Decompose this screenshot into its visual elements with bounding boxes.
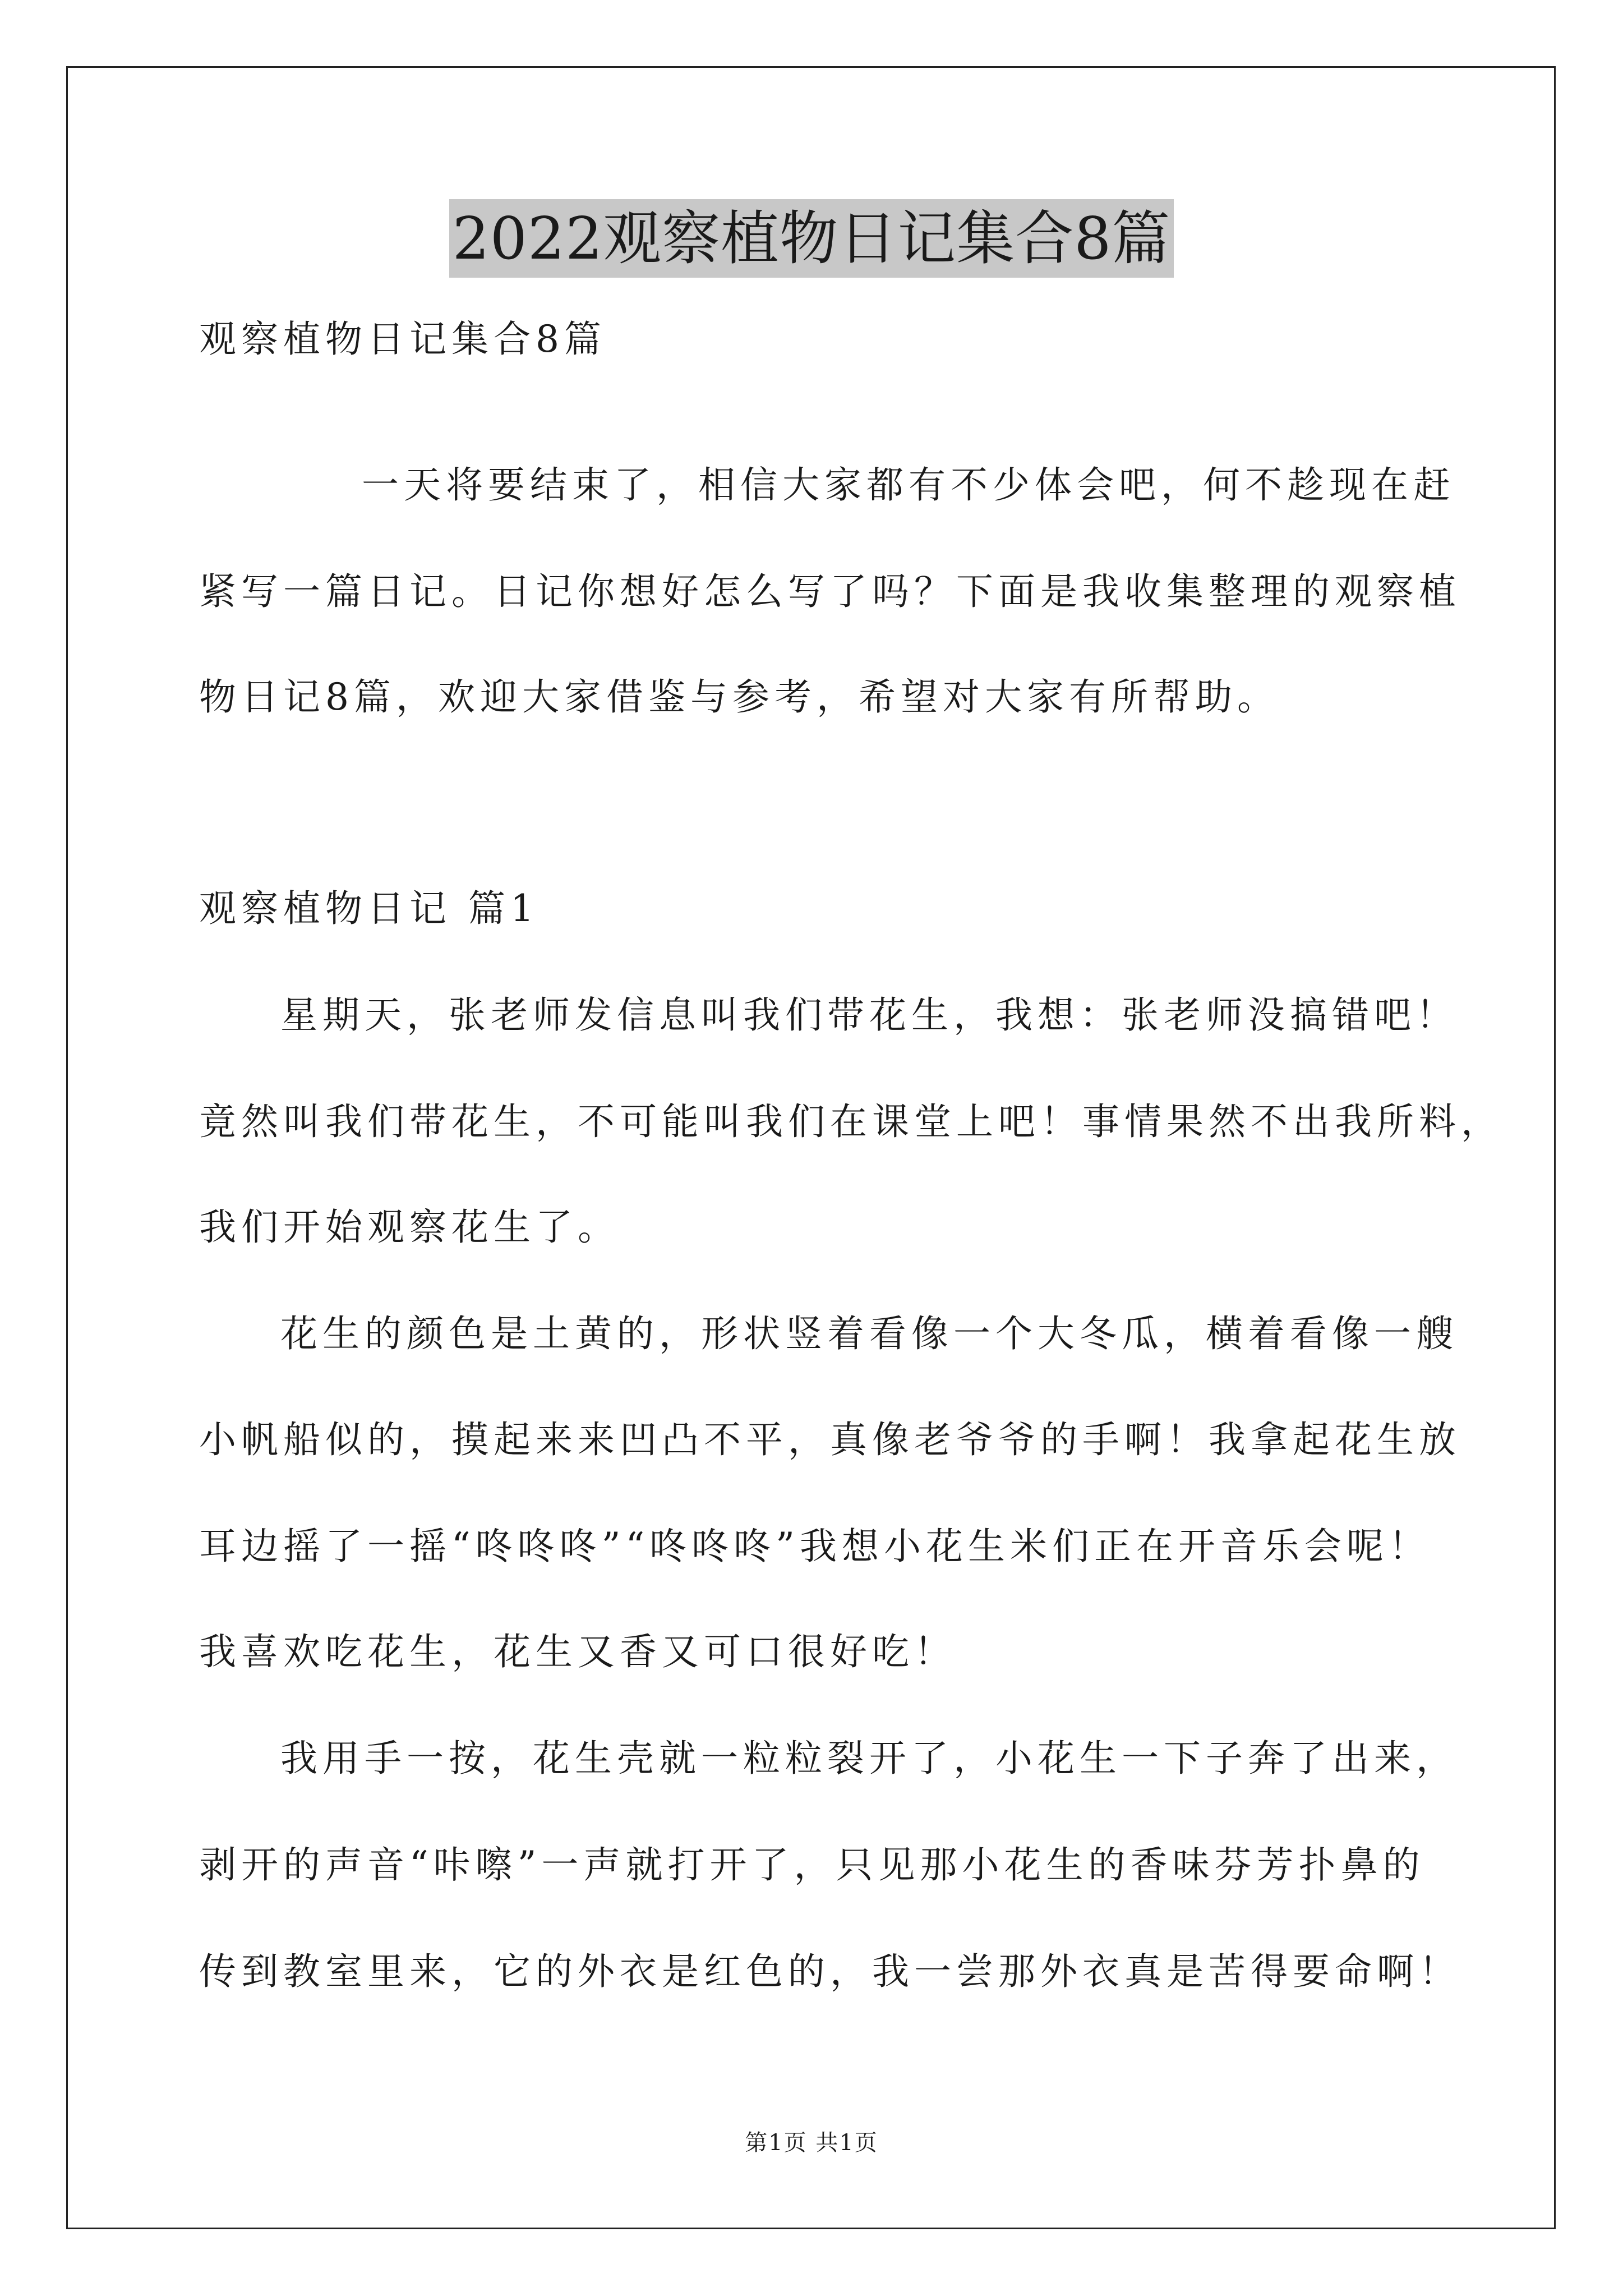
paragraph3-line-3: 传到教室里来，它的外衣是红色的，我一尝那外衣真是苦得要命啊！ bbox=[199, 1950, 1461, 1993]
paragraph2-line-3: 耳边摇了一摇“咚咚咚”“咚咚咚”我想小花生米们正在开音乐会呢！ bbox=[199, 1525, 1431, 1568]
title-container bbox=[0, 199, 1623, 278]
paragraph1-line-2: 竟然叫我们带花生，不可能叫我们在课堂上吧！事情果然不出我所料， bbox=[199, 1100, 1503, 1143]
page-footer: 第1页 共1页 bbox=[745, 2130, 878, 2156]
paragraph3-line-1: 我用手一按，花生壳就一粒粒裂开了，小花生一下子奔了出来， bbox=[280, 1737, 1458, 1780]
paragraph1-line-3: 我们开始观察花生了。 bbox=[199, 1205, 620, 1249]
document-title: 2022观察植物日记集合8篇 bbox=[449, 199, 1174, 278]
page-border bbox=[66, 66, 1556, 2229]
paragraph3-line-2: 剥开的声音“咔嚓”一声就打开了，只见那小花生的香味芬芳扑鼻的 bbox=[199, 1843, 1425, 1887]
paragraph2-line-1: 花生的颜色是土黄的，形状竖着看像一个大冬瓜，横着看像一艘 bbox=[280, 1312, 1458, 1355]
intro-line-1: 一天将要结束了，相信大家都有不少体会吧，何不趁现在赶 bbox=[362, 463, 1455, 507]
document-subtitle: 观察植物日记集合8篇 bbox=[199, 318, 606, 361]
intro-line-3: 物日记8篇，欢迎大家借鉴与参考，希望对大家有所帮助。 bbox=[199, 675, 1279, 719]
paragraph2-line-2: 小帆船似的，摸起来来凹凸不平，真像老爷爷的手啊！我拿起花生放 bbox=[199, 1418, 1461, 1461]
section-heading: 观察植物日记 篇1 bbox=[199, 887, 539, 930]
intro-line-2: 紧写一篇日记。日记你想好怎么写了吗？下面是我收集整理的观察植 bbox=[199, 570, 1461, 613]
paragraph2-line-4: 我喜欢吃花生，花生又香又可口很好吃！ bbox=[199, 1630, 956, 1673]
paragraph1-line-1: 星期天，张老师发信息叫我们带花生，我想：张老师没搞错吧！ bbox=[280, 993, 1458, 1037]
